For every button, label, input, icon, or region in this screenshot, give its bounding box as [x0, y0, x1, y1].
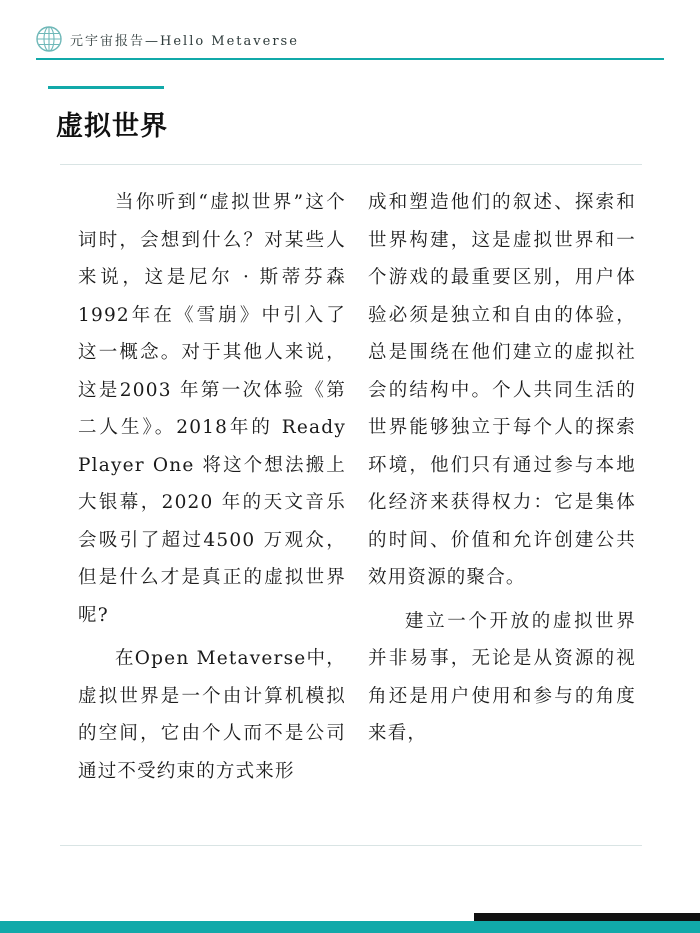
section-title: 虚拟世界	[56, 111, 168, 142]
text-column-right	[368, 184, 636, 759]
title-accent-bar	[48, 86, 164, 89]
header-title: 元宇宙报告—Hello Metaverse	[70, 33, 299, 49]
globe-icon	[36, 26, 62, 52]
page-header	[36, 22, 299, 56]
bottom-divider	[60, 845, 642, 846]
paragraph: 建立一个开放的虚拟世界并非易事，无论是从资源的视角还是用户使用和参与的角度来看，	[368, 610, 636, 744]
footer-accent-bar	[0, 921, 700, 933]
text-column-left	[78, 184, 346, 796]
paragraph: 成和塑造他们的叙述、探索和世界构建，这是虚拟世界和一个游戏的最重要区别，用户体验必须是独立和自由的体验，总是围绕在他们建立的虚拟社会的结构中。个人共同生活的世界能够独立于每个人的探索环境，他们只有通过参与本地化经济来获得权力：它是集体的时间、价值和允许创建公共效用资源的聚合。	[368, 192, 636, 588]
header-divider	[36, 58, 664, 60]
paragraph: 在Open Metaverse中，虚拟世界是一个由计算机模拟的空间，它由个人而不是公司通过不受约束的方式来形	[78, 648, 346, 782]
paragraph: 当你听到“虚拟世界”这个词时，会想到什么？对某些人来说，这是尼尔 · 斯蒂芬森1992年在《雪崩》中引入了这一概念。对于其他人来说，这是2003 年第一次体验《第二人生》。2018年的 Ready Player One 将这个想法搬上大银幕，2020 年的天文音乐会吸引了超过4500 万观众，但是什么才是真正的虚拟世界呢?	[78, 192, 346, 626]
title-divider	[60, 164, 642, 165]
